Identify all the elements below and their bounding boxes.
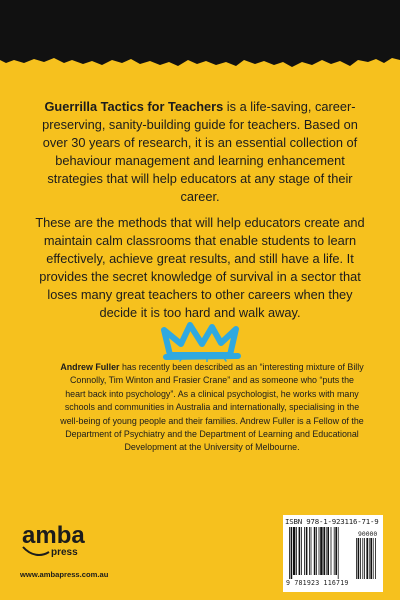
amba-press-logo [21,519,101,559]
crown-icon [158,322,244,362]
author-name: Andrew Fuller [60,362,120,372]
author-bio-text: has recently been described as an “interesting mixture of Billy Connolly, Tim Winton and Frasier Crane” and as someone who “puts the heart back into psychology”. As a clinical psychologist, he works with many schools and communities in Australia and internationally, specialising in the well-being of young people and their families. Andrew Fuller is a Fellow of the Department of Psychiatry and the Department of Learning and Educational Development at the University of Melbourne. [60,362,364,453]
logo-word: amba [22,522,85,549]
barcode-addon-number: 90000 [358,530,378,538]
book-title: Guerrilla Tactics for Teachers [44,99,224,114]
isbn-label: ISBN 978-1-923116-71-9 [285,517,379,526]
blurb-paragraph-2: These are the methods that will help educators create and maintain calm classrooms that enable students to learn effectively, achieve great results, and still have a life. It provides the secret knowledge of survival in a sector that loses many great teachers to other careers when they decide it is too hard and walk away. [35,215,365,320]
blurb-paragraph-1-text: is a life-saving, career-preserving, sanity-building guide for teachers. Based on over 30 years of research, it is an essential collection of behaviour management and learning enhancement strategies that will help educators at any stage of their career. [42,99,358,204]
publisher-website: www.ambapress.com.au [20,570,109,579]
logo-sub: press [51,547,78,558]
author-bio [59,361,365,455]
blurb-paragraph-1 [28,98,372,206]
barcode-digits: 9 781923 116719 [286,579,349,587]
isbn-barcode [283,515,383,592]
black-torn-band [0,0,400,100]
